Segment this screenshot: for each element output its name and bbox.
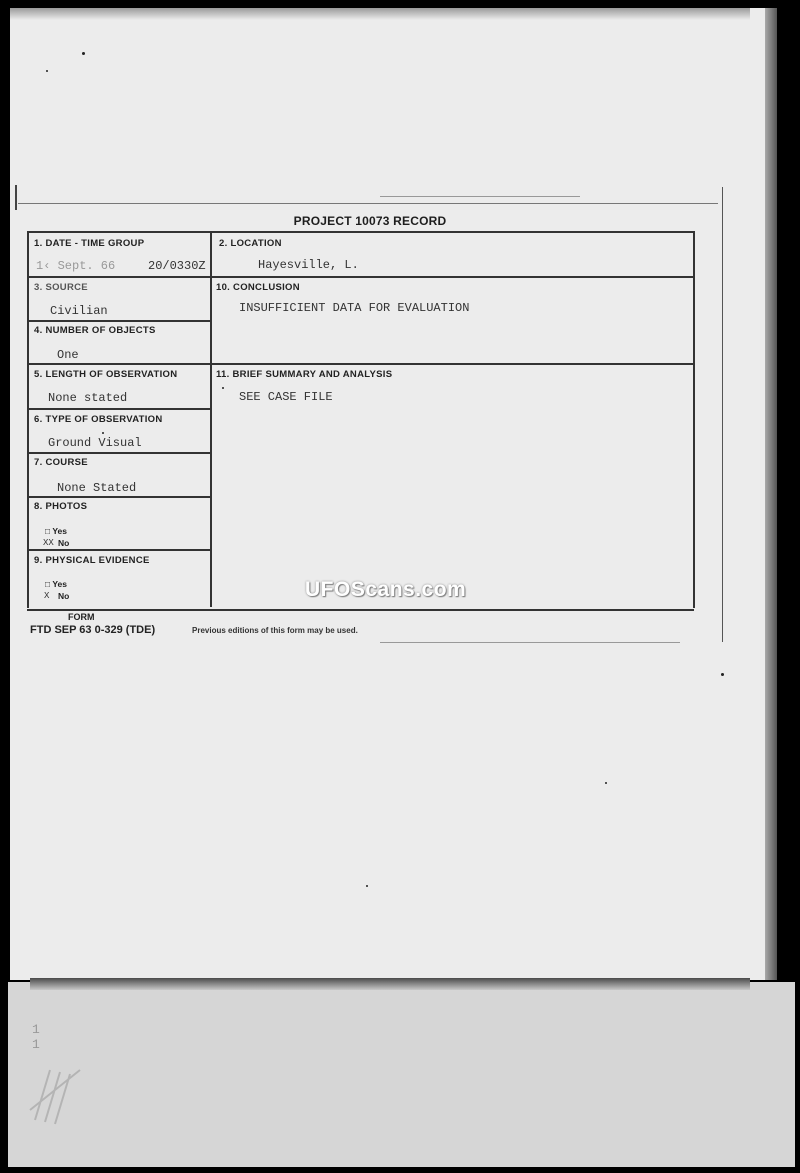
row-divider xyxy=(27,496,210,498)
page-right-shadow xyxy=(765,8,777,980)
form-outer-edge-bottom xyxy=(380,642,680,643)
conclusion-value: INSUFFICIENT DATA FOR EVALUATION xyxy=(239,301,470,315)
form-title: PROJECT 10073 RECORD xyxy=(293,214,447,228)
number-of-objects-label: 4. NUMBER OF OBJECTS xyxy=(34,325,156,336)
dust-speck xyxy=(721,673,724,676)
form-outer-edge xyxy=(18,203,718,204)
evidence-no-mark: X xyxy=(44,591,50,601)
row-divider xyxy=(27,549,210,551)
dust-speck xyxy=(46,70,48,72)
course-label: 7. COURSE xyxy=(34,457,88,468)
course-value: None Stated xyxy=(57,481,137,495)
photos-label: 8. PHOTOS xyxy=(34,501,88,512)
location-value: Hayesville, L. xyxy=(258,258,359,272)
form-word: FORM xyxy=(68,612,95,622)
row-divider xyxy=(27,363,694,365)
number-of-objects-value: One xyxy=(57,348,79,362)
summary-label: 11. BRIEF SUMMARY AND ANALYSIS xyxy=(216,369,393,380)
date-time-label: 1. DATE - TIME GROUP xyxy=(34,238,145,249)
type-of-observation-label: 6. TYPE OF OBSERVATION xyxy=(34,414,163,425)
photos-no-option: No xyxy=(58,538,70,548)
form-left-border xyxy=(27,231,29,608)
source-value: Civilian xyxy=(50,304,108,318)
dust-speck xyxy=(366,885,368,887)
row-divider xyxy=(27,452,210,454)
photos-yes-option: □ Yes xyxy=(45,526,67,536)
row-divider xyxy=(27,320,210,322)
location-label: 2. LOCATION xyxy=(219,238,282,249)
length-of-observation-value: None stated xyxy=(48,391,128,405)
next-page-shadow xyxy=(30,978,750,990)
time-value: 20/0330Z xyxy=(148,259,206,273)
photos-no-mark: XX xyxy=(43,538,54,548)
photos-yes-text: Yes xyxy=(52,526,67,536)
page-top-edge xyxy=(10,8,750,20)
dust-speck xyxy=(605,782,607,784)
form-column-divider xyxy=(210,232,212,607)
form-right-border xyxy=(693,231,695,608)
form-top-scan-line xyxy=(380,196,580,197)
source-label: 3. SOURCE xyxy=(34,282,88,293)
physical-evidence-label: 9. PHYSICAL EVIDENCE xyxy=(34,555,150,566)
conclusion-label: 10. CONCLUSION xyxy=(216,282,300,293)
form-outer-edge-right xyxy=(722,187,723,642)
row-divider xyxy=(27,276,694,278)
next-page-mark: 1 1 xyxy=(32,1022,40,1052)
evidence-yes-text: Yes xyxy=(52,579,67,589)
watermark: UFOScans.com xyxy=(305,578,467,601)
dust-speck xyxy=(82,52,85,55)
date-value: 1‹ Sept. 66 xyxy=(36,259,116,273)
row-divider xyxy=(27,408,210,410)
next-page-strip xyxy=(8,982,795,1167)
length-of-observation-label: 5. LENGTH OF OBSERVATION xyxy=(34,369,178,380)
form-footer-note: Previous editions of this form may be used. xyxy=(192,626,358,635)
type-of-observation-value: Ground Visual xyxy=(48,436,142,450)
evidence-no-option: No xyxy=(58,591,70,601)
form-code: FTD SEP 63 0-329 (TDE) xyxy=(30,624,156,636)
summary-value: SEE CASE FILE xyxy=(239,390,333,404)
evidence-yes-option: □ Yes xyxy=(45,579,67,589)
faint-scribble xyxy=(25,1050,105,1130)
form-outer-edge-left xyxy=(15,185,17,210)
